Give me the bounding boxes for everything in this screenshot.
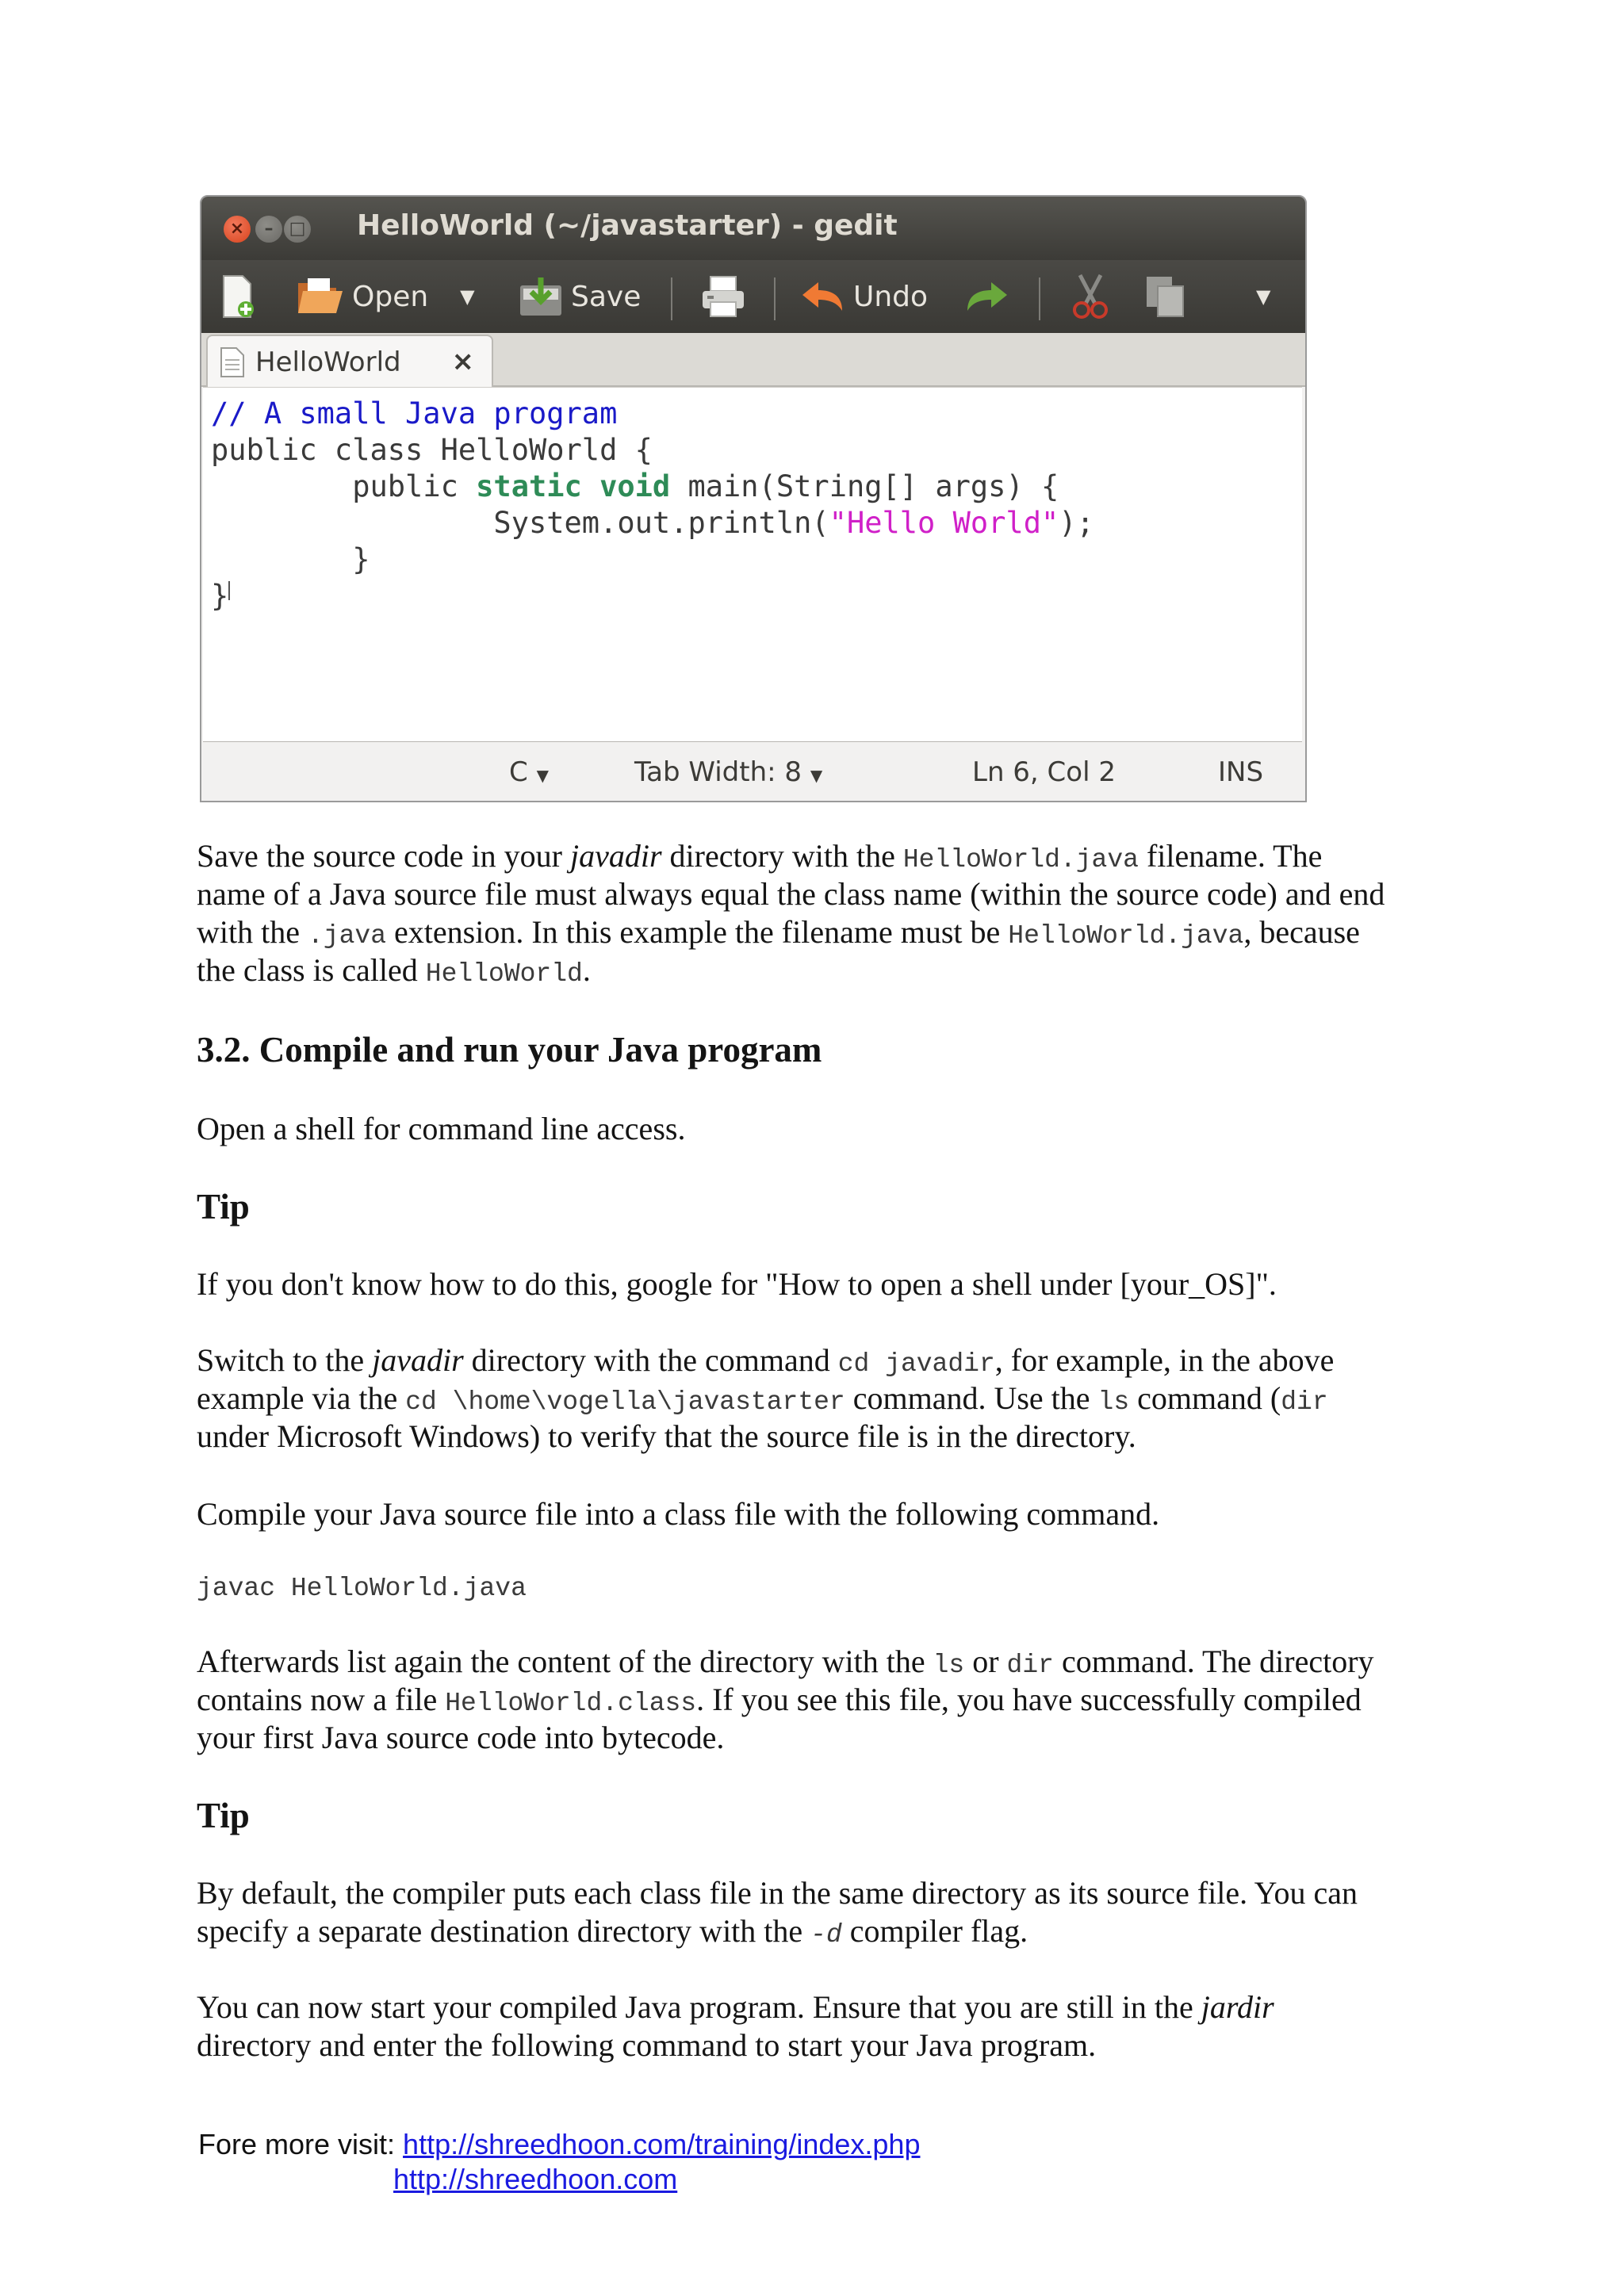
- language-selector: C ▼: [509, 756, 549, 788]
- open-folder-icon: [297, 277, 344, 316]
- redo-icon: [964, 279, 1009, 314]
- code-line: System.out.println("Hello World");: [493, 506, 1094, 540]
- tip-heading: Tip: [197, 1187, 250, 1226]
- copy-button: [1145, 274, 1186, 319]
- undo-button: Undo: [801, 274, 928, 319]
- save-button: Save: [519, 274, 641, 319]
- paragraph: Open a shell for command line access.: [197, 1111, 686, 1146]
- paragraph: specify a separate destination directory with the -d compiler flag.: [197, 1913, 1028, 1950]
- section-heading: 3.2. Compile and run your Java program: [197, 1030, 822, 1070]
- open-dropdown-icon: ▼: [460, 285, 475, 308]
- paragraph: under Microsoft Windows) to verify that the source file is in the directory.: [197, 1418, 1136, 1454]
- paragraph: with the .java extension. In this example the filename must be HelloWorld.java, because: [197, 914, 1360, 951]
- print-button: [701, 274, 745, 319]
- text-document-icon: [220, 347, 244, 377]
- insert-mode: INS: [1218, 756, 1264, 788]
- print-icon: [701, 275, 745, 318]
- window-title: HelloWorld (~/javastarter) - gedit: [357, 209, 898, 242]
- open-button: Open ▼: [297, 274, 475, 319]
- cut-button: [1072, 274, 1109, 319]
- footer-link-row: [393, 2163, 677, 2196]
- tab-close-icon: ×: [451, 346, 474, 377]
- tip-heading: Tip: [197, 1796, 250, 1835]
- paragraph: directory and enter the following command to start your Java program.: [197, 2027, 1097, 2063]
- gedit-screenshot: [200, 195, 1307, 802]
- undo-icon: [801, 279, 845, 314]
- tab-label: HelloWorld: [255, 346, 401, 378]
- tab-helloworld: [206, 335, 493, 388]
- paragraph: By default, the compiler puts each class file in the same directory as its source file. You can: [197, 1875, 1358, 1911]
- cut-icon: [1072, 274, 1109, 320]
- code-line: }: [352, 542, 370, 576]
- code-editor: [203, 387, 1302, 743]
- footer-label: Fore more visit:: [198, 2128, 404, 2160]
- toolbar: [201, 260, 1305, 333]
- toolbar-separator: [671, 277, 672, 320]
- window-titlebar: [201, 197, 1305, 260]
- paragraph: If you don't know how to do this, google for "How to open a shell under [your_OS]".: [197, 1266, 1277, 1302]
- paragraph: the class is called HelloWorld.: [197, 952, 591, 989]
- footer: [198, 2128, 920, 2161]
- paragraph: You can now start your compiled Java program. Ensure that you are still in the jardir: [197, 1989, 1274, 2025]
- homepage-link[interactable]: http://shreedhoon.com: [393, 2163, 678, 2195]
- paragraph: contains now a file HelloWorld.class. If you see this file, you have successfully compiled: [197, 1682, 1362, 1718]
- status-bar: [201, 742, 1305, 801]
- maximize-window-icon: □: [284, 216, 311, 243]
- redo-button: [964, 274, 1009, 319]
- close-window-icon: ×: [224, 216, 251, 243]
- code-block: javac HelloWorld.java: [197, 1574, 527, 1603]
- training-link[interactable]: http://shreedhoon.com/training/index.php: [403, 2128, 921, 2160]
- paragraph: Save the source code in your javadir directory with the HelloWorld.java filename. The: [197, 838, 1323, 874]
- toolbar-overflow-icon: ▼: [1256, 285, 1271, 308]
- minimize-window-icon: –: [255, 216, 282, 243]
- paragraph: example via the cd \home\vogella\javastarter command. Use the ls command (dir: [197, 1380, 1328, 1417]
- document-tabs: [201, 333, 1305, 387]
- toolbar-separator: [774, 277, 776, 320]
- code-line: public class HelloWorld {: [211, 433, 653, 467]
- code-line: // A small Java program: [211, 396, 618, 430]
- save-icon: [519, 276, 563, 317]
- paragraph: Compile your Java source file into a class file with the following command.: [197, 1496, 1160, 1532]
- code-line: public static void main(String[] args) {: [352, 469, 1059, 503]
- paragraph: Afterwards list again the content of the directory with the ls or dir command. The directory: [197, 1644, 1374, 1680]
- paragraph: Switch to the javadir directory with the command cd javadir, for example, in the above: [197, 1342, 1335, 1379]
- copy-icon: [1145, 275, 1186, 318]
- new-document-button: [222, 274, 254, 319]
- new-document-icon: [222, 274, 254, 319]
- code-line: }: [211, 579, 229, 613]
- paragraph: name of a Java source file must always equal the class name (within the source code) and end: [197, 876, 1385, 912]
- toolbar-separator: [1039, 277, 1040, 320]
- cursor-position: Ln 6, Col 2: [972, 756, 1116, 788]
- text-cursor: [228, 581, 230, 600]
- tab-width-selector: Tab Width: 8 ▼: [634, 756, 823, 788]
- paragraph: your first Java source code into bytecode.: [197, 1720, 725, 1755]
